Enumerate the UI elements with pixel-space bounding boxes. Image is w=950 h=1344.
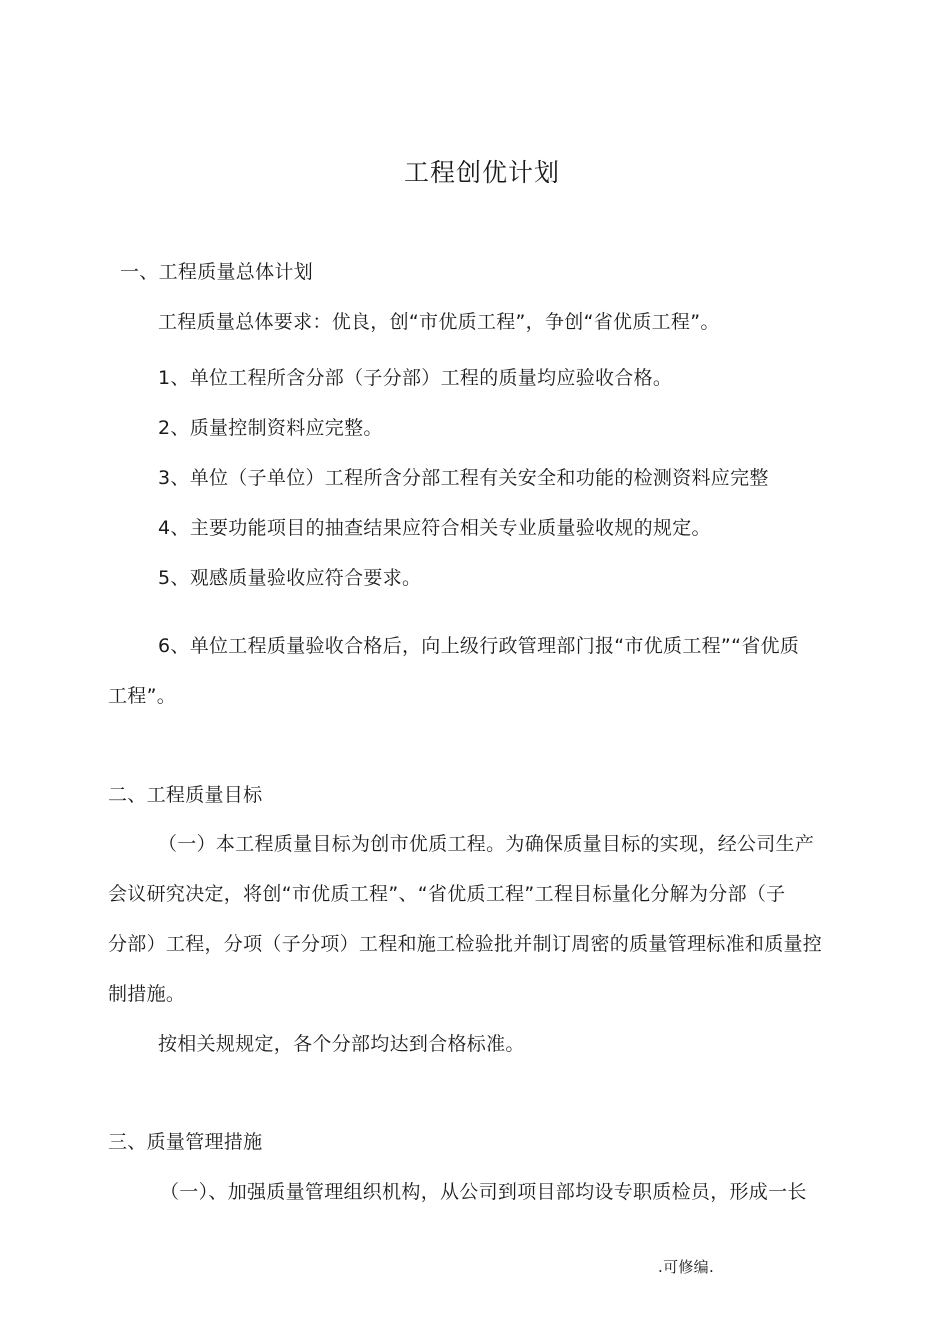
- section-2-paragraph-line-3: 分部）工程，分项（子分项）工程和施工检验批并制订周密的质量管理标准和质量控: [108, 933, 823, 955]
- section-1-heading: 一、工程质量总体计划: [120, 261, 314, 283]
- section-1-item-5: 5、观感质量验收应符合要求。: [158, 567, 422, 589]
- section-3-heading: 三、质量管理措施: [108, 1131, 263, 1153]
- document-title: 工程创优计划: [404, 158, 561, 187]
- section-2-paragraph-line-4: 制措施。: [108, 983, 186, 1005]
- section-3-paragraph-line-1: （一）、加强质量管理组织机构，从公司到项目部均设专职质检员，形成一长: [160, 1181, 807, 1203]
- page-footer: .可修编.: [658, 1258, 715, 1276]
- section-1-item-4: 4、主要功能项目的抽查结果应符合相关专业质量验收规的规定。: [158, 517, 711, 539]
- section-1-item-2: 2、质量控制资料应完整。: [158, 417, 383, 439]
- section-2-paragraph-2: 按相关规规定，各个分部均达到合格标准。: [158, 1033, 525, 1055]
- section-2-paragraph-line-1: （一）本工程质量目标为创市优质工程。为确保质量目标的实现，经公司生产: [158, 833, 815, 855]
- section-1-item-6-line-2: 工程”。: [108, 685, 177, 707]
- section-1-item-6-line-1: 6、单位工程质量验收合格后，向上级行政管理部门报“市优质工程”“省优质: [158, 635, 800, 657]
- section-1-item-1: 1、单位工程所含分部（子分部）工程的质量均应验收合格。: [158, 367, 673, 389]
- section-1-requirement: 工程质量总体要求：优良，创“市优质工程”，争创“省优质工程”。: [158, 311, 720, 333]
- section-2-paragraph-line-2: 会议研究决定，将创“市优质工程”、“省优质工程”工程目标量化分解为分部（子: [108, 883, 786, 905]
- section-1-item-3: 3、单位（子单位）工程所含分部工程有关安全和功能的检测资料应完整: [158, 467, 769, 489]
- section-2-heading: 二、工程质量目标: [108, 784, 263, 806]
